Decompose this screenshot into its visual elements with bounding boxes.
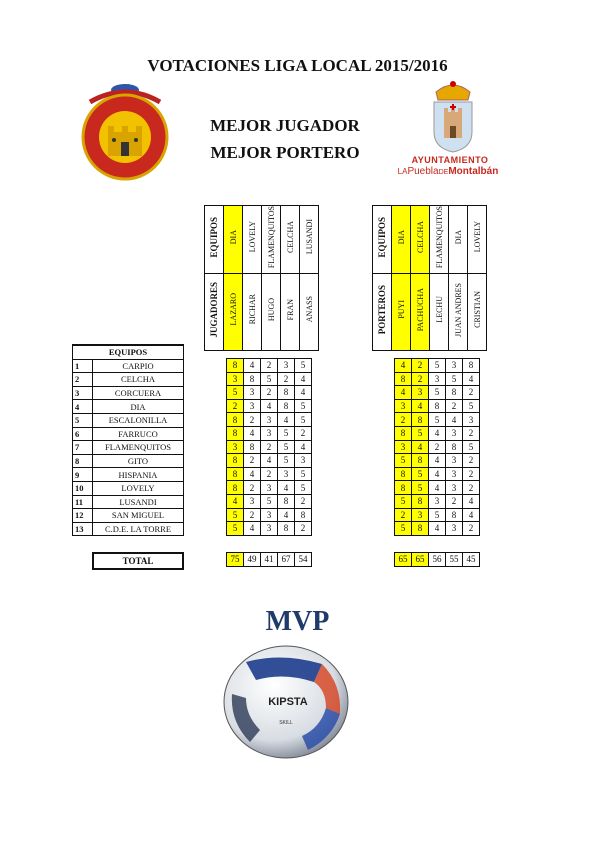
team-row-name: CORCUERA bbox=[93, 386, 184, 400]
vote-cell: 4 bbox=[295, 386, 312, 400]
vote-cell: 2 bbox=[463, 426, 480, 440]
vote-cell: 3 bbox=[412, 508, 429, 522]
vote-cell: 8 bbox=[227, 359, 244, 373]
vote-row bbox=[395, 372, 480, 386]
goalkeeper-name: PUYI bbox=[396, 300, 406, 319]
ball-brand: KIPSTA bbox=[268, 696, 308, 708]
team-row bbox=[73, 373, 184, 387]
vote-cell: 5 bbox=[463, 399, 480, 413]
team-row bbox=[73, 509, 184, 523]
vote-cell: 3 bbox=[244, 399, 261, 413]
vote-cell: 8 bbox=[412, 522, 429, 536]
page-title: VOTACIONES LIGA LOCAL 2015/2016 bbox=[147, 56, 448, 75]
team-row-name: DIA bbox=[93, 400, 184, 414]
vote-row bbox=[227, 399, 312, 413]
equipos-label: EQUIPOS bbox=[209, 216, 219, 258]
total-cell: 65 bbox=[412, 553, 429, 567]
vote-row bbox=[395, 494, 480, 508]
vote-row bbox=[395, 467, 480, 481]
ayuntamiento-crest bbox=[428, 78, 478, 154]
vote-row bbox=[227, 454, 312, 468]
vote-cell: 3 bbox=[429, 494, 446, 508]
goalkeeper-name: LECHU bbox=[434, 296, 444, 323]
vote-cell: 8 bbox=[227, 426, 244, 440]
team-name: LOVELY bbox=[247, 221, 257, 253]
vote-cell: 8 bbox=[395, 467, 412, 481]
vote-cell: 4 bbox=[446, 413, 463, 427]
jugadores-label: JUGADORES bbox=[209, 281, 219, 338]
player-name: FRAN bbox=[285, 298, 295, 321]
team-name: FLAMENQUITOS bbox=[434, 206, 444, 269]
vote-row bbox=[227, 440, 312, 454]
vote-cell: 2 bbox=[278, 372, 295, 386]
vote-cell: 2 bbox=[412, 372, 429, 386]
vote-cell: 5 bbox=[395, 454, 412, 468]
team-row bbox=[73, 454, 184, 468]
ayuntamiento-label: AYUNTAMIENTO bbox=[411, 155, 489, 165]
team-number: 9 bbox=[73, 468, 93, 482]
team-row-name: SAN MIGUEL bbox=[93, 509, 184, 523]
vote-cell: 3 bbox=[446, 467, 463, 481]
vote-cell: 3 bbox=[227, 440, 244, 454]
vote-cell: 4 bbox=[429, 481, 446, 495]
vote-row bbox=[227, 481, 312, 495]
team-number: 13 bbox=[73, 522, 93, 536]
vote-row bbox=[227, 413, 312, 427]
team-row bbox=[73, 427, 184, 441]
vote-cell: 3 bbox=[278, 467, 295, 481]
team-row bbox=[73, 481, 184, 495]
team-row-name: CARPIO bbox=[93, 359, 184, 373]
goalkeeper-name: JUAN ANDRES bbox=[453, 282, 463, 337]
total-cell: 65 bbox=[395, 553, 412, 567]
vote-cell: 4 bbox=[295, 440, 312, 454]
vote-cell: 4 bbox=[412, 399, 429, 413]
vote-cell: 3 bbox=[278, 359, 295, 373]
vote-cell: 2 bbox=[244, 413, 261, 427]
vote-cell: 8 bbox=[244, 440, 261, 454]
team-name: LOVELY bbox=[472, 221, 482, 253]
vote-cell: 4 bbox=[463, 508, 480, 522]
jugadores-header-table bbox=[204, 205, 319, 351]
vote-cell: 2 bbox=[429, 440, 446, 454]
vote-cell: 5 bbox=[278, 440, 295, 454]
team-number: 10 bbox=[73, 481, 93, 495]
goalkeeper-name: CRISTIAN bbox=[472, 291, 482, 329]
vote-cell: 5 bbox=[412, 481, 429, 495]
vote-cell: 8 bbox=[227, 413, 244, 427]
vote-cell: 4 bbox=[429, 454, 446, 468]
team-name: DIA bbox=[453, 229, 463, 245]
vote-row bbox=[395, 359, 480, 373]
vote-cell: 3 bbox=[244, 386, 261, 400]
vote-cell: 8 bbox=[278, 522, 295, 536]
team-row-name: FARRUCO bbox=[93, 427, 184, 441]
equipos-table bbox=[72, 344, 184, 536]
vote-cell: 8 bbox=[412, 494, 429, 508]
vote-cell: 5 bbox=[261, 494, 278, 508]
vote-row bbox=[227, 494, 312, 508]
vote-cell: 3 bbox=[295, 454, 312, 468]
equipos-label: EQUIPOS bbox=[377, 216, 387, 258]
vote-cell: 3 bbox=[446, 481, 463, 495]
vote-row bbox=[395, 454, 480, 468]
vote-cell: 2 bbox=[463, 481, 480, 495]
vote-cell: 5 bbox=[412, 426, 429, 440]
vote-cell: 3 bbox=[261, 481, 278, 495]
mvp-heading: MVP bbox=[265, 606, 330, 637]
team-row bbox=[73, 495, 184, 509]
team-name: DIA bbox=[228, 229, 238, 245]
vote-cell: 3 bbox=[261, 426, 278, 440]
vote-cell: 5 bbox=[227, 522, 244, 536]
total-cell: 54 bbox=[295, 553, 312, 567]
vote-cell: 5 bbox=[446, 372, 463, 386]
vote-cell: 2 bbox=[463, 522, 480, 536]
total-cell: 75 bbox=[227, 553, 244, 567]
goalkeeper-name: PACHUCHA bbox=[415, 287, 425, 332]
vote-cell: 4 bbox=[463, 494, 480, 508]
vote-cell: 4 bbox=[429, 522, 446, 536]
vote-cell: 5 bbox=[429, 359, 446, 373]
vote-cell: 5 bbox=[278, 426, 295, 440]
vote-cell: 8 bbox=[295, 508, 312, 522]
team-row-name: CELCHA bbox=[93, 373, 184, 387]
team-row-name: LUSANDI bbox=[93, 495, 184, 509]
team-name: CELCHA bbox=[285, 221, 295, 254]
team-row-name: HISPANIA bbox=[93, 468, 184, 482]
team-number: 11 bbox=[73, 495, 93, 509]
vote-cell: 4 bbox=[261, 454, 278, 468]
team-row-name: GITO bbox=[93, 454, 184, 468]
vote-cell: 2 bbox=[261, 467, 278, 481]
player-name: ANASS bbox=[304, 296, 314, 323]
vote-cell: 4 bbox=[463, 372, 480, 386]
vote-cell: 4 bbox=[244, 522, 261, 536]
vote-cell: 4 bbox=[278, 508, 295, 522]
team-number: 4 bbox=[73, 400, 93, 414]
porteros-votes-table bbox=[394, 358, 480, 536]
vote-cell: 2 bbox=[244, 508, 261, 522]
vote-cell: 3 bbox=[446, 454, 463, 468]
team-number: 7 bbox=[73, 441, 93, 455]
vote-cell: 8 bbox=[446, 386, 463, 400]
vote-cell: 4 bbox=[395, 359, 412, 373]
vote-cell: 8 bbox=[278, 399, 295, 413]
porteros-label: PORTEROS bbox=[377, 284, 387, 335]
football-image bbox=[222, 644, 350, 760]
porteros-totals bbox=[394, 552, 480, 567]
vote-cell: 5 bbox=[295, 359, 312, 373]
total-cell: 56 bbox=[429, 553, 446, 567]
vote-cell: 4 bbox=[429, 467, 446, 481]
vote-cell: 5 bbox=[261, 372, 278, 386]
ayuntamiento-town: LAPueblaDEMontalbán bbox=[397, 166, 499, 177]
ball-model: SKILL bbox=[279, 720, 293, 726]
vote-cell: 2 bbox=[295, 494, 312, 508]
total-cell: 41 bbox=[261, 553, 278, 567]
vote-cell: 8 bbox=[395, 372, 412, 386]
vote-row bbox=[395, 413, 480, 427]
team-row bbox=[73, 468, 184, 482]
vote-row bbox=[227, 426, 312, 440]
vote-cell: 3 bbox=[446, 426, 463, 440]
vote-cell: 4 bbox=[244, 359, 261, 373]
vote-cell: 8 bbox=[227, 467, 244, 481]
vote-cell: 2 bbox=[395, 508, 412, 522]
vote-cell: 8 bbox=[463, 359, 480, 373]
total-cell: 55 bbox=[446, 553, 463, 567]
vote-row bbox=[395, 522, 480, 536]
vote-cell: 8 bbox=[446, 440, 463, 454]
vote-cell: 5 bbox=[295, 467, 312, 481]
vote-cell: 3 bbox=[261, 522, 278, 536]
vote-row bbox=[227, 522, 312, 536]
team-number: 5 bbox=[73, 413, 93, 427]
vote-cell: 5 bbox=[295, 481, 312, 495]
team-name: LUSANDI bbox=[304, 219, 314, 255]
vote-cell: 2 bbox=[261, 440, 278, 454]
vote-cell: 5 bbox=[429, 508, 446, 522]
total-cell: 67 bbox=[278, 553, 295, 567]
vote-cell: 5 bbox=[412, 467, 429, 481]
total-label: TOTAL bbox=[92, 552, 184, 570]
vote-cell: 5 bbox=[295, 399, 312, 413]
vote-cell: 8 bbox=[412, 454, 429, 468]
vote-cell: 2 bbox=[295, 522, 312, 536]
vote-cell: 8 bbox=[278, 386, 295, 400]
vote-cell: 2 bbox=[261, 386, 278, 400]
player-name: HUGO bbox=[266, 298, 276, 322]
vote-cell: 5 bbox=[429, 386, 446, 400]
vote-row bbox=[227, 467, 312, 481]
vote-cell: 3 bbox=[227, 372, 244, 386]
vote-cell: 3 bbox=[463, 413, 480, 427]
vote-row bbox=[395, 399, 480, 413]
team-name: CELCHA bbox=[415, 221, 425, 254]
team-number: 6 bbox=[73, 427, 93, 441]
vote-cell: 3 bbox=[446, 522, 463, 536]
team-row bbox=[73, 386, 184, 400]
vote-row bbox=[395, 426, 480, 440]
vote-cell: 3 bbox=[446, 359, 463, 373]
team-number: 12 bbox=[73, 509, 93, 523]
team-row bbox=[73, 400, 184, 414]
vote-cell: 4 bbox=[278, 481, 295, 495]
vote-row bbox=[395, 508, 480, 522]
vote-cell: 5 bbox=[429, 413, 446, 427]
vote-cell: 2 bbox=[244, 481, 261, 495]
vote-cell: 2 bbox=[227, 399, 244, 413]
team-row bbox=[73, 522, 184, 536]
team-row bbox=[73, 441, 184, 455]
vote-cell: 8 bbox=[395, 481, 412, 495]
vote-cell: 8 bbox=[278, 494, 295, 508]
vote-cell: 5 bbox=[278, 454, 295, 468]
vote-cell: 2 bbox=[463, 467, 480, 481]
vote-cell: 5 bbox=[227, 386, 244, 400]
vote-cell: 3 bbox=[429, 372, 446, 386]
team-row-name: FLAMENQUITOS bbox=[93, 441, 184, 455]
jugadores-totals bbox=[226, 552, 312, 567]
vote-cell: 4 bbox=[278, 413, 295, 427]
porteros-header-table bbox=[372, 205, 487, 351]
team-name: DIA bbox=[396, 229, 406, 245]
vote-cell: 2 bbox=[463, 386, 480, 400]
vote-cell: 8 bbox=[244, 372, 261, 386]
vote-cell: 8 bbox=[227, 481, 244, 495]
vote-cell: 8 bbox=[446, 508, 463, 522]
vote-cell: 4 bbox=[295, 372, 312, 386]
vote-cell: 3 bbox=[395, 399, 412, 413]
team-name: FLAMENQUITOS bbox=[266, 206, 276, 269]
vote-cell: 4 bbox=[261, 399, 278, 413]
vote-cell: 2 bbox=[463, 454, 480, 468]
vote-row bbox=[395, 386, 480, 400]
vote-row bbox=[227, 372, 312, 386]
vote-cell: 2 bbox=[446, 399, 463, 413]
vote-cell: 2 bbox=[395, 413, 412, 427]
team-number: 1 bbox=[73, 359, 93, 373]
jugadores-votes-table bbox=[226, 358, 312, 536]
vote-row bbox=[227, 359, 312, 373]
vote-cell: 2 bbox=[446, 494, 463, 508]
vote-cell: 2 bbox=[244, 454, 261, 468]
vote-cell: 4 bbox=[244, 426, 261, 440]
total-cell: 45 bbox=[463, 553, 480, 567]
vote-cell: 3 bbox=[244, 494, 261, 508]
vote-cell: 4 bbox=[395, 386, 412, 400]
vote-cell: 5 bbox=[227, 508, 244, 522]
vote-cell: 3 bbox=[412, 386, 429, 400]
vote-cell: 3 bbox=[261, 508, 278, 522]
vote-cell: 8 bbox=[412, 413, 429, 427]
vote-cell: 4 bbox=[412, 440, 429, 454]
total-cell: 49 bbox=[244, 553, 261, 567]
team-row-name: LOVELY bbox=[93, 481, 184, 495]
vote-cell: 5 bbox=[463, 440, 480, 454]
equipos-header: EQUIPOS bbox=[73, 345, 184, 359]
team-number: 8 bbox=[73, 454, 93, 468]
vote-row bbox=[395, 481, 480, 495]
team-row bbox=[73, 359, 184, 373]
subtitle-mejor-jugador: MEJOR JUGADOR bbox=[210, 116, 360, 135]
team-number: 2 bbox=[73, 373, 93, 387]
vote-row bbox=[227, 386, 312, 400]
vote-cell: 8 bbox=[429, 399, 446, 413]
vote-cell: 8 bbox=[227, 454, 244, 468]
vote-cell: 4 bbox=[227, 494, 244, 508]
vote-row bbox=[227, 508, 312, 522]
vote-cell: 3 bbox=[261, 413, 278, 427]
vote-cell: 2 bbox=[261, 359, 278, 373]
team-row-name: ESCALONILLA bbox=[93, 413, 184, 427]
vote-row bbox=[395, 440, 480, 454]
vote-cell: 5 bbox=[395, 494, 412, 508]
vote-cell: 5 bbox=[395, 522, 412, 536]
vote-cell: 4 bbox=[429, 426, 446, 440]
vote-cell: 2 bbox=[412, 359, 429, 373]
player-name: RICHAR bbox=[247, 294, 257, 325]
vote-cell: 8 bbox=[395, 426, 412, 440]
club-logo bbox=[72, 82, 178, 186]
vote-cell: 3 bbox=[395, 440, 412, 454]
vote-cell: 2 bbox=[295, 426, 312, 440]
team-number: 3 bbox=[73, 386, 93, 400]
team-row-name: C.D.E. LA TORRE bbox=[93, 522, 184, 536]
vote-cell: 5 bbox=[295, 413, 312, 427]
team-row bbox=[73, 413, 184, 427]
vote-cell: 4 bbox=[244, 467, 261, 481]
player-name: LAZARO bbox=[228, 293, 238, 326]
subtitle-mejor-portero: MEJOR PORTERO bbox=[210, 143, 360, 162]
